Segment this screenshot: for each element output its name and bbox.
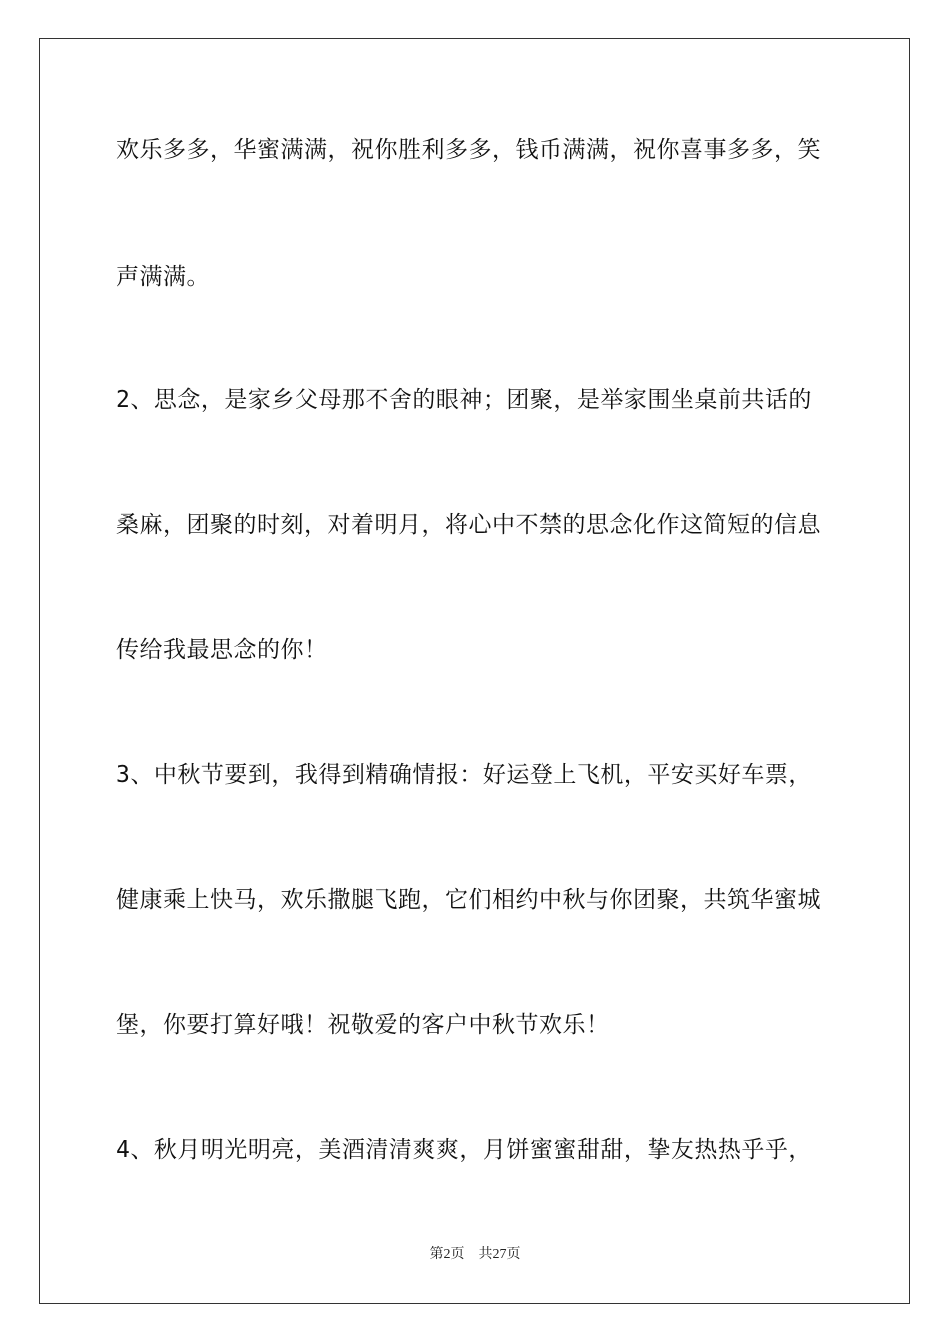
text-line: 传给我最思念的你！ xyxy=(116,637,328,663)
text-line: 桑麻，团聚的时刻，对着明月，将心中不禁的思念化作这简短的信息 xyxy=(116,512,821,538)
text-line: 3、中秋节要到，我得到精确情报：好运登上飞机，平安买好车票， xyxy=(116,762,812,788)
text-line: 声满满。 xyxy=(116,264,210,290)
page-footer xyxy=(0,1246,950,1264)
page-number-current: 第2页 xyxy=(429,1247,465,1262)
text-line: 健康乘上快马，欢乐撒腿飞跑，它们相约中秋与你团聚，共筑华蜜城 xyxy=(116,887,821,913)
page-frame xyxy=(39,38,910,1304)
text-line: 欢乐多多，华蜜满满，祝你胜利多多，钱币满满，祝你喜事多多，笑 xyxy=(116,137,821,163)
page-number-total: 共27页 xyxy=(478,1247,521,1262)
text-line: 4、秋月明光明亮，美酒清清爽爽，月饼蜜蜜甜甜，挚友热热乎乎， xyxy=(116,1137,812,1163)
text-line: 2、思念，是家乡父母那不舍的眼神；团聚，是举家围坐桌前共话的 xyxy=(116,387,812,413)
text-line: 堡，你要打算好哦！祝敬爱的客户中秋节欢乐！ xyxy=(116,1012,610,1038)
